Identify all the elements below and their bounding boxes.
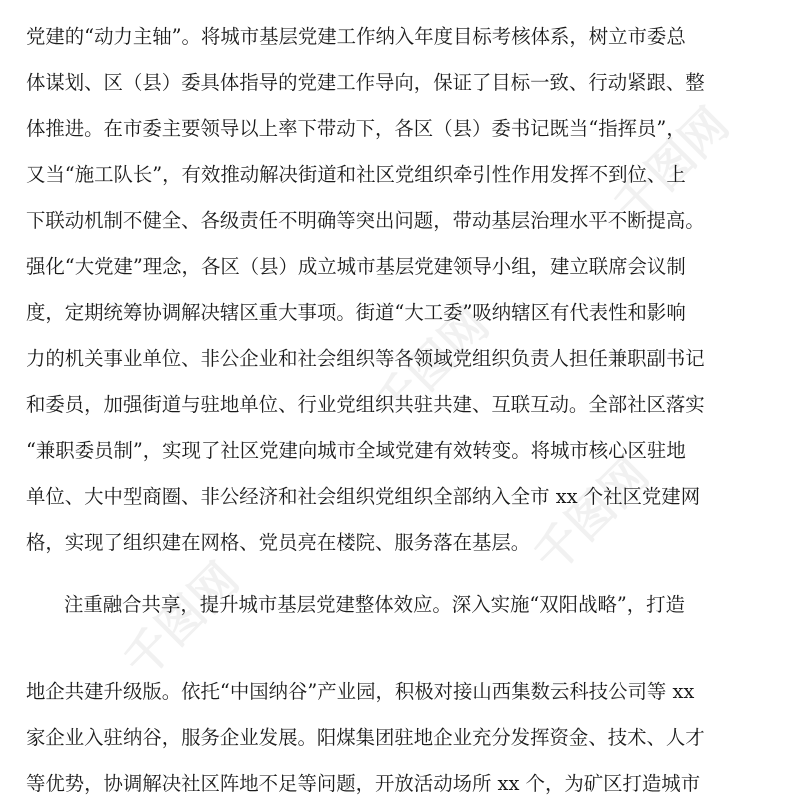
text-line: 党建的“动力主轴”。将城市基层党建工作纳入年度目标考核体系，树立市委总 [26,25,686,48]
text-line: 力的机关事业单位、非公企业和社会组织等各领域党组织负责人担任兼职副书记 [26,347,705,370]
text-line: 地企共建升级版。依托“中国纳谷”产业园，积极对接山西集数云科技公司等 xx [26,680,695,703]
text-line: 又当“施工队长”，有效推动解决街道和社区党组织牵引性作用发挥不到位、上 [26,163,686,186]
paragraph-first-line: 注重融合共享，提升城市基层党建整体效应。深入实施“双阳战略”，打造 [64,593,685,616]
watermark: 千图网 [363,297,500,434]
watermark: 千图网 [603,97,740,234]
text-line: 等优势，协调解决社区阵地不足等问题，开放活动场所 xx 个，为矿区打造城市 [26,772,701,795]
watermark: 千图网 [113,552,250,689]
text-line: 体推进。在市委主要领导以上率下带动下，各区（县）委书记既当“指挥员”， [26,117,686,140]
text-line: 下联动机制不健全、各级责任不明确等突出问题，带动基层治理水平不断提高。 [26,209,705,232]
text-line: “兼职委员制”，实现了社区党建向城市全域党建有效转变。将城市核心区驻地 [26,439,686,462]
text-line: 度，定期统筹协调解决辖区重大事项。街道“大工委”吸纳辖区有代表性和影响 [26,301,686,324]
watermark: 千图网 [523,447,660,584]
text-line: 单位、大中型商圈、非公经济和社会组织党组织全部纳入全市 xx 个社区党建网 [26,485,701,508]
text-line: 和委员，加强街道与驻地单位、行业党组织共驻共建、互联互动。全部社区落实 [26,393,705,416]
text-line: 格，实现了组织建在网格、党员亮在楼院、服务落在基层。 [26,531,531,554]
text-line: 体谋划、区（县）委具体指导的党建工作导向，保证了目标一致、行动紧跟、整 [26,71,705,94]
text-line: 家企业入驻纳谷，服务企业发展。阳煤集团驻地企业充分发挥资金、技术、人才 [26,726,705,749]
text-line: 强化“大党建”理念，各区（县）成立城市基层党建领导小组，建立联席会议制 [26,255,686,278]
